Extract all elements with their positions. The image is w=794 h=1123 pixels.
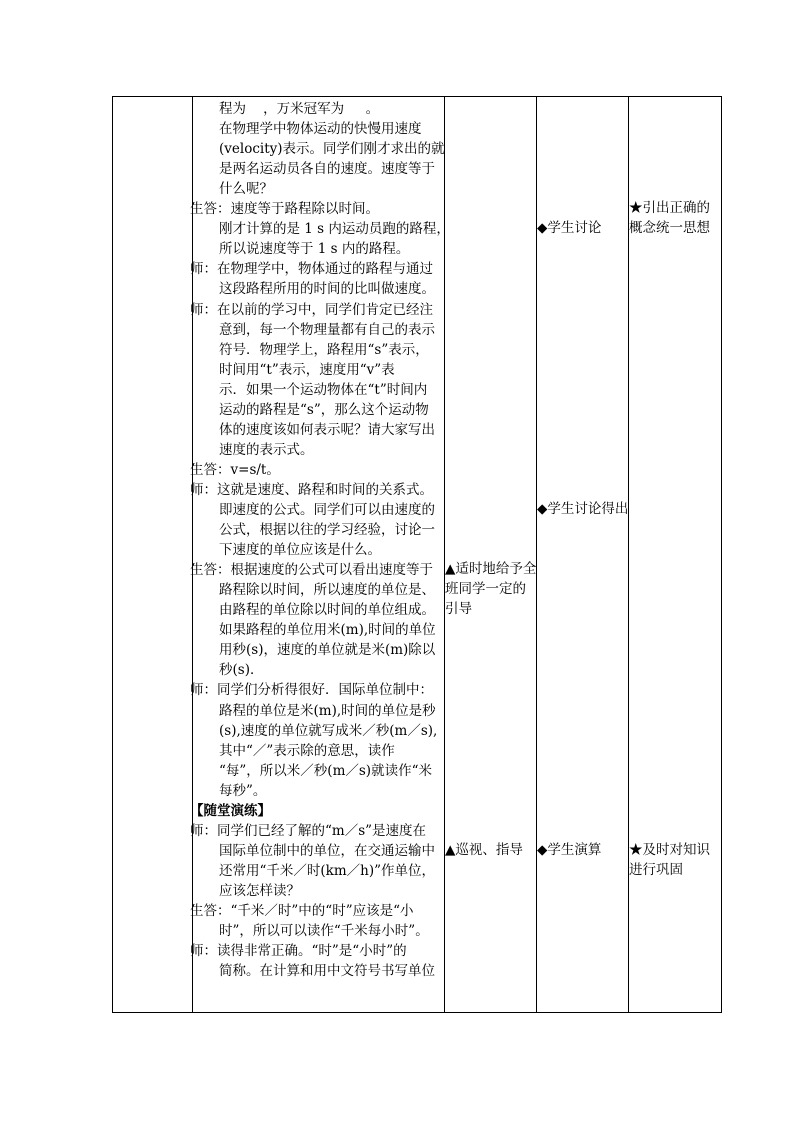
table-border-bottom xyxy=(112,1012,722,1013)
content-line: 师：同学们分析得很好．国际单位制中： xyxy=(190,682,433,699)
content-line: 师：读得非常正确。“时”是“小时”的 xyxy=(190,943,407,960)
content-line: 【随堂演练】 xyxy=(190,802,271,819)
content-line: (velocity)表示。同学们刚才求出的就 xyxy=(219,141,445,158)
content-line: 生答：根据速度的公式可以看出速度等于 xyxy=(190,562,433,579)
table-border-left xyxy=(112,96,113,1013)
content-line: (s),速度的单位就写成米／秒(m／s), xyxy=(219,722,438,739)
content-line: 即速度的公式。同学们可以由速度的 xyxy=(219,502,435,518)
teacher-note: ▲适时地给予全班同学一定的引导 xyxy=(445,561,537,618)
content-line: 运动的路程是“s”，那么这个运动物 xyxy=(219,401,429,418)
teacher-note: ▲巡视、指导 xyxy=(445,841,523,858)
content-line: 其中“／”表示除的意思，读作 xyxy=(219,742,395,759)
content-line: 秒(s)． xyxy=(219,662,264,679)
student-activity: ◆学生演算 xyxy=(537,841,602,858)
content-line: 体的速度该如何表示呢？请大家写出 xyxy=(219,421,435,438)
content-line: 路程除以时间，所以速度的单位是、 xyxy=(219,582,435,599)
content-line: 这段路程所用的时间的比叫做速度。 xyxy=(219,281,435,298)
content-line: 时”，所以可以读作“千米每小时”。 xyxy=(219,923,429,940)
content-line: 刚才计算的是 1 s 内运动员跑的路程， xyxy=(219,221,450,238)
content-line: 下速度的单位应该是什么。 xyxy=(219,542,381,559)
content-line: 师：在物理学中，物体通过的路程与通过 xyxy=(190,261,433,278)
table-border-right xyxy=(721,96,722,1013)
content-line: 公式，根据以往的学习经验，讨论一 xyxy=(219,522,435,539)
content-line: 时间用“t”表示，速度用“v”表 xyxy=(219,361,395,378)
content-line: 由路程的单位除以时间的单位组成。 xyxy=(219,602,435,619)
content-line: 师：同学们已经了解的“m／s”是速度在 xyxy=(190,822,427,839)
design-intent: ★引出正确的概念统一思想 xyxy=(629,200,710,237)
table-border-top xyxy=(112,96,722,97)
content-line: 是两名运动员各自的速度。速度等于 xyxy=(219,161,435,178)
design-intent: ★及时对知识进行巩固 xyxy=(629,841,710,878)
content-line: 师：在以前的学习中，同学们肯定已经注 xyxy=(190,301,433,318)
content-line: 意到，每一个物理量都有自己的表示 xyxy=(219,321,435,338)
content-line: 生答：“千米／时”中的“时”应该是“小 xyxy=(190,903,414,919)
content-line: 应该怎样读？ xyxy=(219,882,300,899)
content-line: 速度的表示式。 xyxy=(219,441,314,458)
content-line: 如果路程的单位用米(m),时间的单位 xyxy=(219,622,436,639)
content-line: 程为 ，万米冠军为 。 xyxy=(219,101,380,117)
content-line: 所以说速度等于 1 s 内的路程。 xyxy=(219,241,410,258)
content-line: 示．如果一个运动物体在“t”时间内 xyxy=(219,381,428,398)
content-line: 生答：速度等于路程除以时间。 xyxy=(190,201,379,218)
content-line: 简称。在计算和用中文符号书写单位 xyxy=(219,963,435,980)
content-line: 每秒”。 xyxy=(219,782,267,799)
content-line: 什么呢？ xyxy=(219,181,273,198)
content-line: “每”，所以米／秒(m／s)就读作“米 xyxy=(219,762,432,779)
student-activity: ◆学生讨论 xyxy=(537,220,602,237)
column-divider-1 xyxy=(192,96,193,1013)
content-line: 用秒(s)，速度的单位就是米(m)除以 xyxy=(219,642,436,659)
content-line: 路程的单位是米(m),时间的单位是秒 xyxy=(219,702,436,719)
content-line: 生答：v=s/t。 xyxy=(190,461,280,478)
content-line: 在物理学中物体运动的快慢用速度 xyxy=(219,121,422,138)
content-line: 国际单位制中的单位，在交通运输中 xyxy=(219,842,435,859)
content-line: 师：这就是速度、路程和时间的关系式。 xyxy=(190,481,433,498)
student-activity: ◆学生讨论得出 xyxy=(537,501,629,517)
content-line: 符号．物理学上，路程用“s”表示， xyxy=(219,341,429,358)
content-line: 还常用“千米／时(km／h)”作单位， xyxy=(219,862,436,879)
